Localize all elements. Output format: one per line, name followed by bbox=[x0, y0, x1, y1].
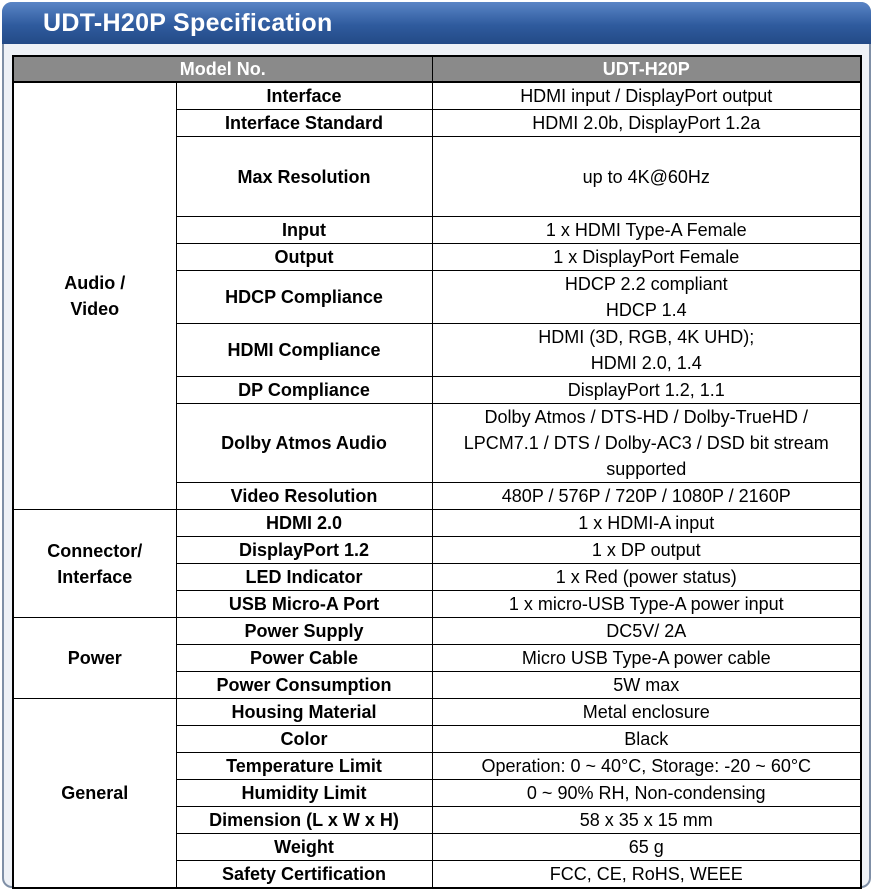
spec-value-line: up to 4K@60Hz bbox=[582, 166, 710, 187]
spec-value bbox=[432, 510, 861, 537]
spec-value bbox=[432, 645, 861, 672]
spec-value bbox=[432, 834, 861, 861]
spec-label: Humidity Limit bbox=[176, 780, 432, 807]
spec-value bbox=[432, 377, 861, 404]
spec-label: Dimension (L x W x H) bbox=[176, 807, 432, 834]
spec-label: USB Micro-A Port bbox=[176, 591, 432, 618]
spec-label: Dolby Atmos Audio bbox=[176, 404, 432, 483]
table-row bbox=[13, 618, 861, 645]
spec-value bbox=[432, 537, 861, 564]
spec-label: Video Resolution bbox=[176, 483, 432, 510]
spec-value bbox=[432, 726, 861, 753]
spec-value bbox=[432, 217, 861, 244]
group-label: General bbox=[13, 699, 176, 889]
spec-value bbox=[432, 672, 861, 699]
spec-value-line: 1 x HDMI-A input bbox=[578, 513, 715, 533]
page-title: UDT-H20P Specification bbox=[43, 9, 333, 37]
spec-value-line: 0 ~ 90% RH, Non-condensing bbox=[526, 783, 766, 803]
spec-label: Power Consumption bbox=[176, 672, 432, 699]
spec-label: HDMI 2.0 bbox=[176, 510, 432, 537]
spec-value bbox=[432, 699, 861, 726]
spec-value-line: 1 x DisplayPort Female bbox=[553, 247, 740, 267]
spec-label: Power Supply bbox=[176, 618, 432, 645]
spec-value bbox=[432, 780, 861, 807]
spec-value-line: 5W max bbox=[613, 675, 680, 695]
spec-value-line: Metal enclosure bbox=[582, 702, 710, 722]
spec-value bbox=[432, 404, 861, 483]
group-label: Power bbox=[13, 618, 176, 699]
spec-label: Color bbox=[176, 726, 432, 753]
spec-table-body bbox=[13, 82, 861, 888]
model-label-header: Model No. bbox=[13, 56, 432, 82]
spec-label: Power Cable bbox=[176, 645, 432, 672]
spec-value-line: Operation: 0 ~ 40°C, Storage: -20 ~ 60°C bbox=[481, 756, 812, 776]
spec-value-line: 480P / 576P / 720P / 1080P / 2160P bbox=[501, 486, 791, 506]
spec-label: Temperature Limit bbox=[176, 753, 432, 780]
spec-value bbox=[432, 483, 861, 510]
group-label: Connector/ Interface bbox=[13, 510, 176, 618]
spec-value bbox=[432, 137, 861, 217]
spec-label: DP Compliance bbox=[176, 377, 432, 404]
spec-value-line: 1 x DP output bbox=[591, 540, 701, 560]
model-value-header: UDT-H20P bbox=[432, 56, 861, 82]
group-label: Audio / Video bbox=[13, 82, 176, 510]
spec-label: Weight bbox=[176, 834, 432, 861]
spec-value bbox=[432, 244, 861, 271]
spec-value bbox=[432, 861, 861, 889]
spec-value-line: DisplayPort 1.2, 1.1 bbox=[567, 380, 725, 400]
spec-header-bar bbox=[2, 2, 871, 44]
spec-label: Output bbox=[176, 244, 432, 271]
spec-label: Safety Certification bbox=[176, 861, 432, 889]
spec-value-line: HDMI input / DisplayPort output bbox=[520, 86, 773, 106]
spec-value-line: HDMI (3D, RGB, 4K UHD); bbox=[538, 327, 755, 347]
spec-value bbox=[432, 591, 861, 618]
spec-value-line: HDCP 1.4 bbox=[605, 300, 687, 320]
spec-label: Interface Standard bbox=[176, 110, 432, 137]
spec-value-line: 58 x 35 x 15 mm bbox=[579, 810, 713, 830]
spec-value bbox=[432, 271, 861, 324]
spec-value-line: 1 x Red (power status) bbox=[555, 567, 737, 587]
table-header-row bbox=[13, 56, 861, 82]
spec-value-line: Black bbox=[624, 729, 669, 749]
spec-label: Housing Material bbox=[176, 699, 432, 726]
table-row bbox=[13, 510, 861, 537]
spec-value bbox=[432, 753, 861, 780]
spec-value-line: Micro USB Type-A power cable bbox=[521, 648, 771, 668]
spec-value-line: LPCM7.1 / DTS / Dolby-AC3 / DSD bit stream bbox=[463, 433, 829, 453]
table-row bbox=[13, 699, 861, 726]
spec-table bbox=[12, 55, 862, 889]
spec-value bbox=[432, 324, 861, 377]
spec-value bbox=[432, 82, 861, 110]
spec-value-line: 1 x HDMI Type-A Female bbox=[545, 220, 747, 240]
spec-label: DisplayPort 1.2 bbox=[176, 537, 432, 564]
spec-label: Max Resolution bbox=[176, 137, 432, 217]
spec-value bbox=[432, 807, 861, 834]
spec-value-line: DC5V/ 2A bbox=[606, 621, 687, 641]
spec-label: Input bbox=[176, 217, 432, 244]
spec-label: Interface bbox=[176, 82, 432, 110]
spec-value bbox=[432, 110, 861, 137]
table-row bbox=[13, 82, 861, 110]
spec-value-line: 1 x micro-USB Type-A power input bbox=[508, 594, 784, 614]
spec-label: HDMI Compliance bbox=[176, 324, 432, 377]
spec-value bbox=[432, 564, 861, 591]
spec-value-line: HDMI 2.0b, DisplayPort 1.2a bbox=[532, 113, 761, 133]
spec-value-line: Dolby Atmos / DTS-HD / Dolby-TrueHD / bbox=[484, 407, 808, 427]
spec-value-line: FCC, CE, RoHS, WEEE bbox=[549, 864, 743, 884]
spec-value-line: HDMI 2.0, 1.4 bbox=[590, 353, 702, 373]
spec-label: LED Indicator bbox=[176, 564, 432, 591]
spec-label: HDCP Compliance bbox=[176, 271, 432, 324]
spec-value-line: HDCP 2.2 compliant bbox=[564, 274, 728, 294]
spec-value-line: supported bbox=[606, 459, 687, 479]
spec-value bbox=[432, 618, 861, 645]
spec-value-line: 65 g bbox=[628, 837, 664, 857]
